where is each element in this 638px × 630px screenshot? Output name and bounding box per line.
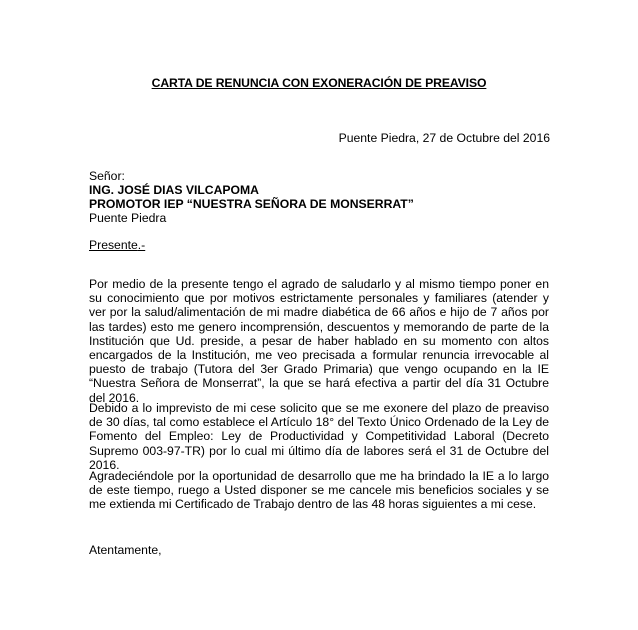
recipient-location: Puente Piedra <box>89 211 167 225</box>
letter-title: CARTA DE RENUNCIA CON EXONERACIÓN DE PREAVISO <box>151 76 487 90</box>
paragraph-2: Debido a lo imprevisto de mi cese solicito que se me exonere del plazo de preaviso de 30 días, tal como establece el Artículo 18° del Texto Único Ordenado de la Ley de Fomento del Empleo: Ley de Productividad y Competitividad Laboral (Decreto Supremo 003-97-TR) por lo cual mi último día de labores será el 31 de Octubre del 2016. <box>89 401 549 472</box>
recipient-role: PROMOTOR IEP “NUESTRA SEÑORA DE MONSERRAT” <box>89 197 414 211</box>
salutation: Señor: <box>89 169 125 183</box>
presente-word: Presente <box>89 238 138 252</box>
closing: Atentamente, <box>89 543 162 557</box>
recipient-name: ING. JOSÉ DIAS VILCAPOMA <box>89 183 259 197</box>
paragraph-1: Por medio de la presente tengo el agrado de saludarlo y al mismo tiempo poner en su conocimiento que por motivos estrictamente personales y familiares (atender y ver por la salud/alimentación de mi madre diabética de 66 años e hijo de 7 años por las tardes) esto me genero incomprensión, descuentos y memorando de parte de la Institución que Ud. preside, a pesar de haber hablado en su momento con altos encargados de la Institución, me veo precisada a formular renuncia irrevocable al puesto de trabajo (Tutora del 3er Grado Primaria) que vengo ocupando en la IE “Nuestra Señora de Monserrat”, la que se hará efectiva a partir del día 31 Octubre del 2016. <box>89 277 549 405</box>
presente-line <box>89 238 145 252</box>
paragraph-3: Agradeciéndole por la oportunidad de desarrollo que me ha brindado la IE a lo largo de este tiempo, ruego a Usted disponer se me cancele mis beneficios sociales y se me extienda mi Certificado de Trabajo dentro de las 48 horas siguientes a mi cese. <box>89 469 549 512</box>
presente-suffix: .- <box>137 238 146 252</box>
letter-date: Puente Piedra, 27 de Octubre del 2016 <box>338 131 550 145</box>
